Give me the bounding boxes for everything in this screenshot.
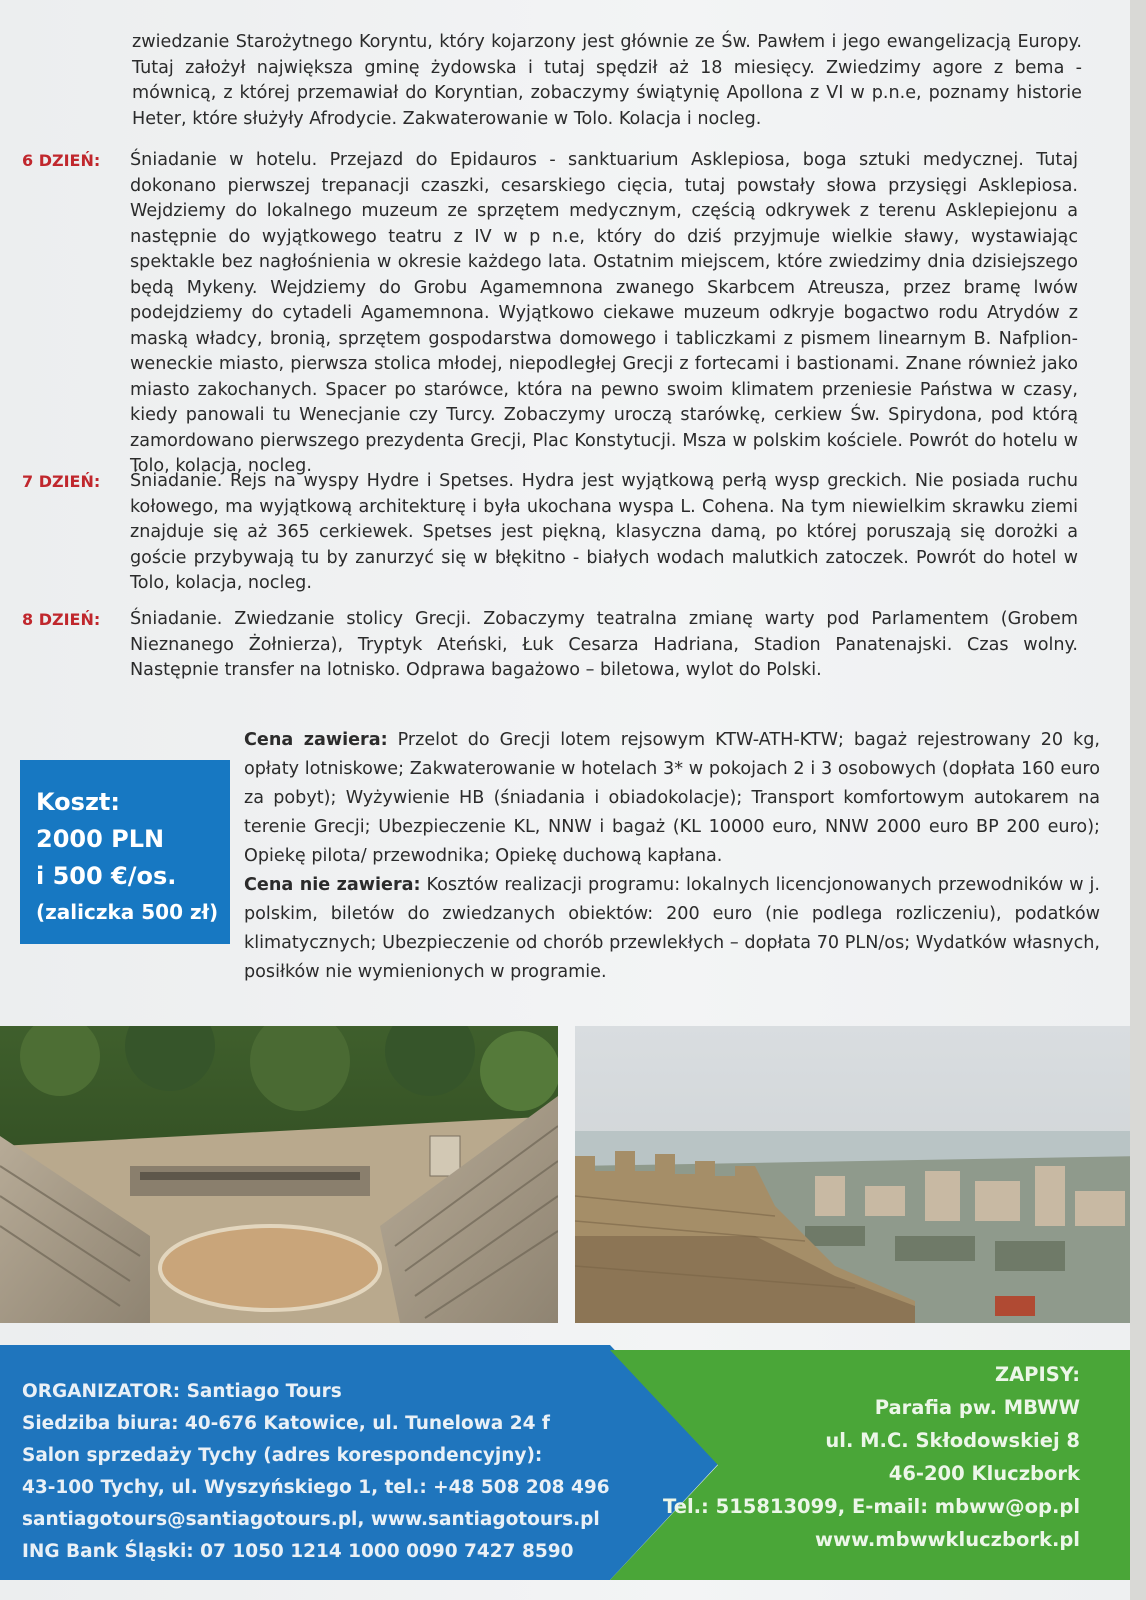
price-includes-text: Przelot do Grecji lotem rejsowym KTW-ATH-KTW; bagaż rejestrowany 20 kg, opłaty lotniskowe; Zakwaterowanie w hotelach 3* w pokojach 2 i 3 osobowych (dopłata 160 euro za pobyt); Wyżywienie HB (śniadania i obiadokolacje); Transport komfortowym autokarem na terenie Grecji; Ubezpieczenie KL, NNW i bagaż (KL 10000 euro, NNW 2000 euro BP 200 euro); Opiekę pilota/ przewodnika; Opiekę duchową kapłana. bbox=[244, 730, 1100, 866]
organizer-name: ORGANIZATOR: Santiago Tours bbox=[22, 1381, 342, 1402]
organizer-address: 43-100 Tychy, ul. Wyszyńskiego 1, tel.: +48 508 208 496 bbox=[22, 1477, 610, 1498]
signup-contact: Tel.: 515813099, E-mail: mbww@op.pl bbox=[663, 1495, 1080, 1518]
page-edge bbox=[1130, 0, 1146, 1600]
day-description: Śniadanie. Rejs na wyspy Hydre i Spetses. Hydra jest wyjątkową perłą wysp greckich. Nie posiada ruchu kołowego, ma wyjątkową architekturę i była ukochana wyspa L. Cohena. Na tym niewielkim skrawku ziemi znajduje się aż 365 cerkiewek. Spetses jest piękną, klasyczna damą, po której poruszają się dorożki a goście przybywają tu by zanurzyć się w błękitno - białych wodach malutkich zatoczek. Powrót do hotel w Tolo, kolacja, nocleg. bbox=[130, 471, 1078, 593]
day-label: 8 DZIEŃ: bbox=[22, 610, 101, 629]
signup-website: www.mbwwkluczbork.pl bbox=[815, 1528, 1080, 1551]
cost-box bbox=[20, 760, 230, 944]
day-description: Śniadanie w hotelu. Przejazd do Epidauros - sanktuarium Asklepiosa, boga sztuki medycznej. Tutaj dokonano pierwszej trepanacji czaszki, cesarskiego cięcia, tutaj powstały słowa przysięgi Asklepiosa. Wejdziemy do lokalnego muzeum ze sprzętem medycznym, częścią odkrywek z terenu Asklepiejonu a następnie do wyjątkowego teatru z IV w p n.e, który do dziś przyjmuje wielkie sławy, wystawiając spektakle bez nagłośnienia w okresie każdego lata. Ostatnim miejscem, które zwiedzimy dnia dzisiejszego będą Mykeny. Wejdziemy do Grobu Agamemnona zwanego Skarbcem Atreusza, przez bramę lwów podejdziemy do cytadeli Agamemnona. Wyjątkowo ciekawe muzeum odkryje bogactwo rodu Atrydów z maską władcy, bronią, sprzętem gospodarstwa domowego i tabliczkami z pismem linearnym B. Nafplion- weneckie miasto, pierwsza stolica młodej, niepodległej Grecji z fortecami i bastionami. Znane również jako miasto zakochanych. Spacer po starówce, która na pewno swoim klimatem przeniesie Państwa w czasy, kiedy panowali tu Wenecjanie czy Turcy. Zobaczymy uroczą starówkę, cerkiew Św. Spirydona, pod którą zamordowano pierwszego prezydenta Grecji, Plac Konstytucji. Msza w polskim kościele. Powrót do hotelu w Tolo, kolacja, nocleg. bbox=[130, 150, 1078, 476]
organizer-office: Siedziba biura: 40-676 Katowice, ul. Tunelowa 24 f bbox=[22, 1413, 550, 1434]
cost-pln: 2000 PLN bbox=[36, 825, 165, 853]
fortress-city-photo-image bbox=[575, 1026, 1146, 1323]
price-includes-label: Cena zawiera: bbox=[244, 730, 388, 750]
day-label: 7 DZIEŃ: bbox=[22, 472, 101, 491]
price-details bbox=[244, 726, 1100, 987]
organizer-bank: ING Bank Śląski: 07 1050 1214 1000 0090 7427 8590 bbox=[22, 1541, 574, 1562]
day-8 bbox=[22, 607, 1084, 684]
signup-title: ZAPISY: bbox=[994, 1363, 1080, 1386]
intro-paragraph: zwiedzanie Starożytnego Koryntu, który kojarzony jest głównie ze Św. Pawłem i jego ewangelizacją Europy. Tutaj założył największa gminę żydowska i tutaj spędził aż 18 miesięcy. Zwiedzimy agore z bema - mównicą, z której przemawiał do Koryntian, zobaczymy świątynię Apollona z VI w p.n.e, poznamy historie Heter, które służyły Afrodycie. Zakwaterowanie w Tolo. Kolacja i nocleg. bbox=[132, 32, 1082, 129]
price-excludes-label: Cena nie zawiera: bbox=[244, 875, 421, 895]
cost-title: Koszt: bbox=[36, 788, 120, 816]
cost-eur: i 500 €/os. bbox=[36, 862, 177, 890]
organizer-contact: santiagotours@santiagotours.pl, www.santiagotours.pl bbox=[22, 1509, 600, 1530]
day-description: Śniadanie. Zwiedzanie stolicy Grecji. Zobaczymy teatralna zmianę warty pod Parlamentem (Grobem Nieznanego Żołnierza), Tryptyk Ateński, Łuk Cesarza Hadriana, Stadion Panatenajski. Czas wolny. Następnie transfer na lotnisko. Odprawa bagażowo – biletowa, wylot do Polski. bbox=[130, 609, 1078, 680]
signup-city: 46-200 Kluczbork bbox=[888, 1462, 1080, 1485]
theatre-photo-image bbox=[0, 1026, 558, 1323]
day-6 bbox=[22, 148, 1084, 480]
day-label: 6 DZIEŃ: bbox=[22, 151, 101, 170]
signup-street: ul. M.C. Skłodowskiej 8 bbox=[825, 1429, 1080, 1452]
fortress-city-photo bbox=[575, 1026, 1146, 1323]
organizer-salon: Salon sprzedaży Tychy (adres korespondencyjny): bbox=[22, 1445, 543, 1466]
cost-deposit: (zaliczka 500 zł) bbox=[36, 900, 219, 924]
day-7 bbox=[22, 469, 1084, 597]
signup-parish: Parafia pw. MBWW bbox=[874, 1396, 1080, 1419]
signup-info bbox=[560, 1358, 1080, 1556]
price-includes bbox=[244, 726, 1100, 871]
theatre-photo bbox=[0, 1026, 558, 1323]
price-excludes bbox=[244, 871, 1100, 987]
price-excludes-text: Kosztów realizacji programu: lokalnych licencjonowanych przewodników w j. polskim, biletów do zwiedzanych obiektów: 200 euro (nie podlega rozliczeniu), podatków klimatycznych; Ubezpieczenie od chorób przewlekłych – dopłata 70 PLN/os; Wydatków własnych, posiłków nie wymienionych w programie. bbox=[244, 875, 1100, 982]
